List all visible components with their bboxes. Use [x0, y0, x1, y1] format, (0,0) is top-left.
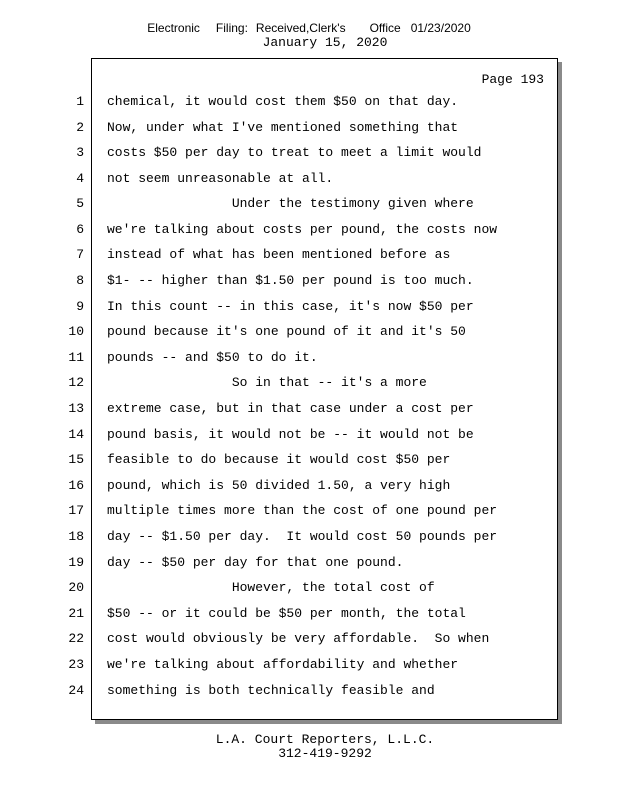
transcript-line: Now, under what I've mentioned something that [107, 120, 459, 135]
line-number: 4 [76, 171, 84, 186]
transcript-line: we're talking about costs per pound, the costs now [107, 222, 498, 237]
transcript-line: extreme case, but in that case under a cost per [107, 401, 474, 416]
line-number: 10 [68, 324, 84, 339]
transcript-line: cost would obviously be very affordable. So when [107, 631, 490, 646]
transcript-line: multiple times more than the cost of one pound per [107, 503, 498, 518]
line-number: 23 [68, 657, 84, 672]
line-number: 24 [68, 683, 84, 698]
line-number: 3 [76, 145, 84, 160]
line-number: 18 [68, 529, 84, 544]
transcript-line: something is both technically feasible and [107, 683, 435, 698]
transcript-line: Under the testimony given where [107, 196, 474, 211]
line-number: 12 [68, 375, 84, 390]
transcript-line: $1- -- higher than $1.50 per pound is too much. [107, 273, 474, 288]
transcript-line: day -- $1.50 per day. It would cost 50 pounds per [107, 529, 498, 544]
line-number: 1 [76, 94, 84, 109]
transcript-date: January 15, 2020 [262, 35, 388, 50]
line-number: 15 [68, 452, 84, 467]
transcript-line: day -- $50 per day for that one pound. [107, 555, 404, 570]
transcript-line: pound basis, it would not be -- it would not be [107, 427, 474, 442]
line-number: 7 [76, 247, 84, 262]
line-number: 5 [76, 196, 84, 211]
transcript-line: $50 -- or it could be $50 per month, the total [107, 606, 466, 621]
line-number: 11 [68, 350, 84, 365]
transcript-line: instead of what has been mentioned before as [107, 247, 451, 262]
line-number: 6 [76, 222, 84, 237]
filing-electronic: Electronic [147, 21, 200, 35]
line-number: 22 [68, 631, 84, 646]
filing-received: Received,Clerk's [255, 21, 346, 35]
filing-stamp [0, 21, 618, 35]
filing-label: Filing: [215, 21, 248, 35]
line-number: 20 [68, 580, 84, 595]
page-number: Page 193 [481, 72, 544, 87]
transcript-line: feasible to do because it would cost $50 per [107, 452, 451, 467]
footer-phone: 312-419-9292 [278, 746, 372, 761]
line-number: 13 [68, 401, 84, 416]
transcript-line: we're talking about affordability and whether [107, 657, 459, 672]
filing-office: Office [369, 21, 401, 35]
transcript-line: pounds -- and $50 to do it. [107, 350, 318, 365]
transcript-line: However, the total cost of [107, 580, 435, 595]
line-number: 2 [76, 120, 84, 135]
line-number: 8 [76, 273, 84, 288]
transcript-line: costs $50 per day to treat to meet a limit would [107, 145, 482, 160]
line-number: 14 [68, 427, 84, 442]
transcript-line: pound because it's one pound of it and it's 50 [107, 324, 466, 339]
footer-company: L.A. Court Reporters, L.L.C. [215, 732, 435, 747]
line-number: 9 [76, 299, 84, 314]
transcript-line: chemical, it would cost them $50 on that day. [107, 94, 459, 109]
line-number: 16 [68, 478, 84, 493]
line-number: 17 [68, 503, 84, 518]
transcript-line: pound, which is 50 divided 1.50, a very high [107, 478, 451, 493]
filing-date: 01/23/2020 [410, 21, 471, 35]
line-number: 19 [68, 555, 84, 570]
transcript-line: In this count -- in this case, it's now $50 per [107, 299, 474, 314]
transcript-line: not seem unreasonable at all. [107, 171, 334, 186]
transcript-line: So in that -- it's a more [107, 375, 427, 390]
line-number: 21 [68, 606, 84, 621]
